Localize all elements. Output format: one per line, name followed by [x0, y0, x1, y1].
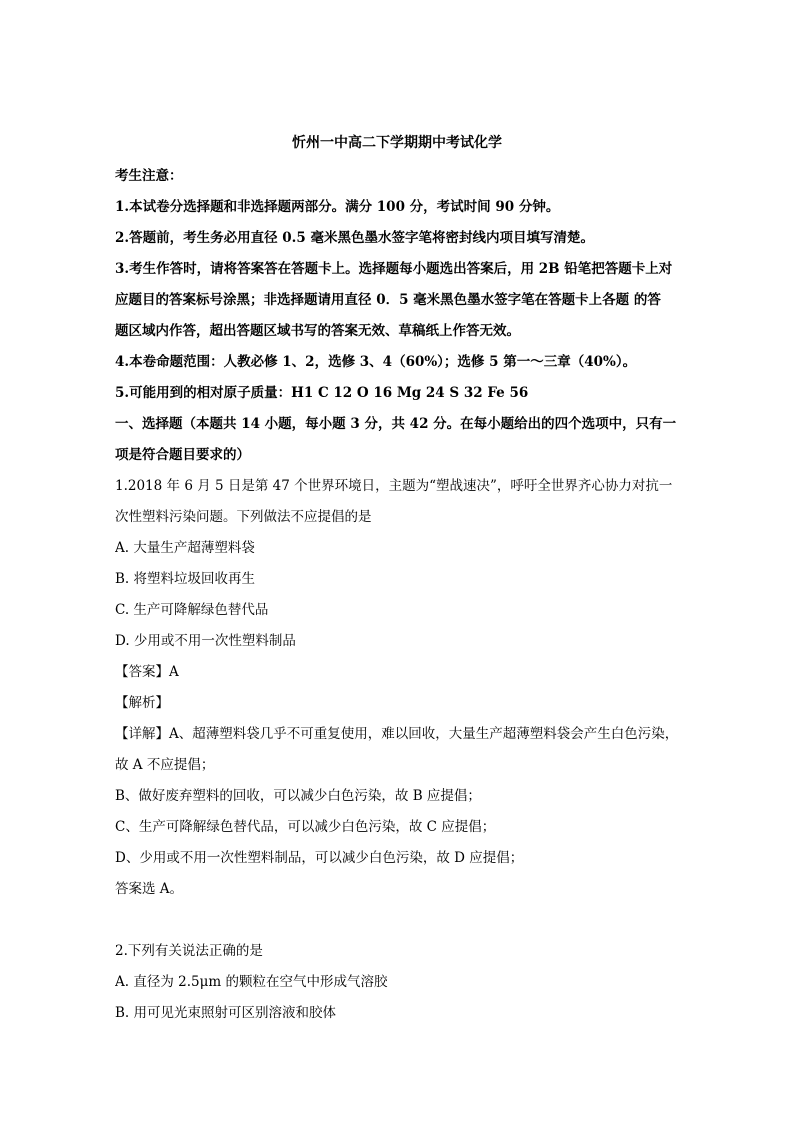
- option-c: C. 生产可降解绿色替代品: [115, 602, 269, 618]
- notice-item: 2.答题前，考生务必用直径 0.5 毫米黑色墨水签字笔将密封线内项目填写清楚。: [115, 230, 594, 246]
- notice-item: 1.本试卷分选择题和非选择题两部分。满分 100 分，考试时间 90 分钟。: [115, 199, 560, 215]
- notice-item: 题区域内作答，超出答题区域书写的答案无效、草稿纸上作答无效。: [115, 323, 520, 339]
- page-title: 忻州一中高二下学期期中考试化学: [292, 135, 502, 151]
- notice-heading: 考生注意：: [115, 168, 183, 184]
- notice-item: 5.可能用到的相对原子质量：H1 C 12 O 16 Mg 24 S 32 Fe 56: [115, 385, 529, 401]
- detail-line: 答案选 A。: [115, 881, 184, 897]
- notice-item: 3.考生作答时，请将答案答在答题卡上。选择题每小题选出答案后，用 2B 铅笔把答题卡上对: [115, 261, 673, 277]
- option-b: B. 用可见光束照射可区别溶液和胶体: [115, 1005, 337, 1021]
- option-d: D. 少用或不用一次性塑料制品: [115, 633, 296, 649]
- detail-line: 【详解】A、超薄塑料袋几乎不可重复使用，难以回收，大量生产超薄塑料袋会产生白色污染，: [115, 726, 679, 742]
- section-heading-cont: 项是符合题目要求的）: [115, 447, 250, 463]
- answer-label: 【答案】A: [115, 664, 179, 680]
- question-stem: 1.2018 年 6 月 5 日是第 47 个世界环境日，主题为“塑战速决”，呼吁全世界齐心协力对抗一: [115, 478, 673, 494]
- notice-item: 4.本卷命题范围：人教必修 1、2，选修 3、4（60%）；选修 5 第一～三章（40%）。: [115, 354, 637, 370]
- analysis-label: 【解析】: [115, 695, 169, 711]
- question-stem-cont: 次性塑料污染问题。下列做法不应提倡的是: [115, 509, 372, 525]
- question-stem: 2.下列有关说法正确的是: [115, 943, 263, 959]
- detail-line: B、做好废弃塑料的回收，可以减少白色污染，故 B 应提倡；: [115, 788, 481, 804]
- notice-item: 应题目的答案标号涂黑；非选择题请用直径 0．5 毫米黑色墨水签字笔在答题卡上各题 的答: [115, 292, 661, 308]
- detail-line: C、生产可降解绿色替代品，可以减少白色污染，故 C 应提倡；: [115, 819, 496, 835]
- option-b: B. 将塑料垃圾回收再生: [115, 571, 256, 587]
- section-heading: 一、选择题（本题共 14 小题，每小题 3 分，共 42 分。在每小题给出的四个选项中，只有一: [115, 416, 677, 432]
- option-a: A. 大量生产超薄塑料袋: [115, 540, 255, 556]
- option-a: A. 直径为 2.5μm 的颗粒在空气中形成气溶胶: [115, 974, 388, 990]
- detail-line: D、少用或不用一次性塑料制品，可以减少白色污染，故 D 应提倡；: [115, 850, 524, 866]
- detail-line: 故 A 不应提倡；: [115, 757, 215, 773]
